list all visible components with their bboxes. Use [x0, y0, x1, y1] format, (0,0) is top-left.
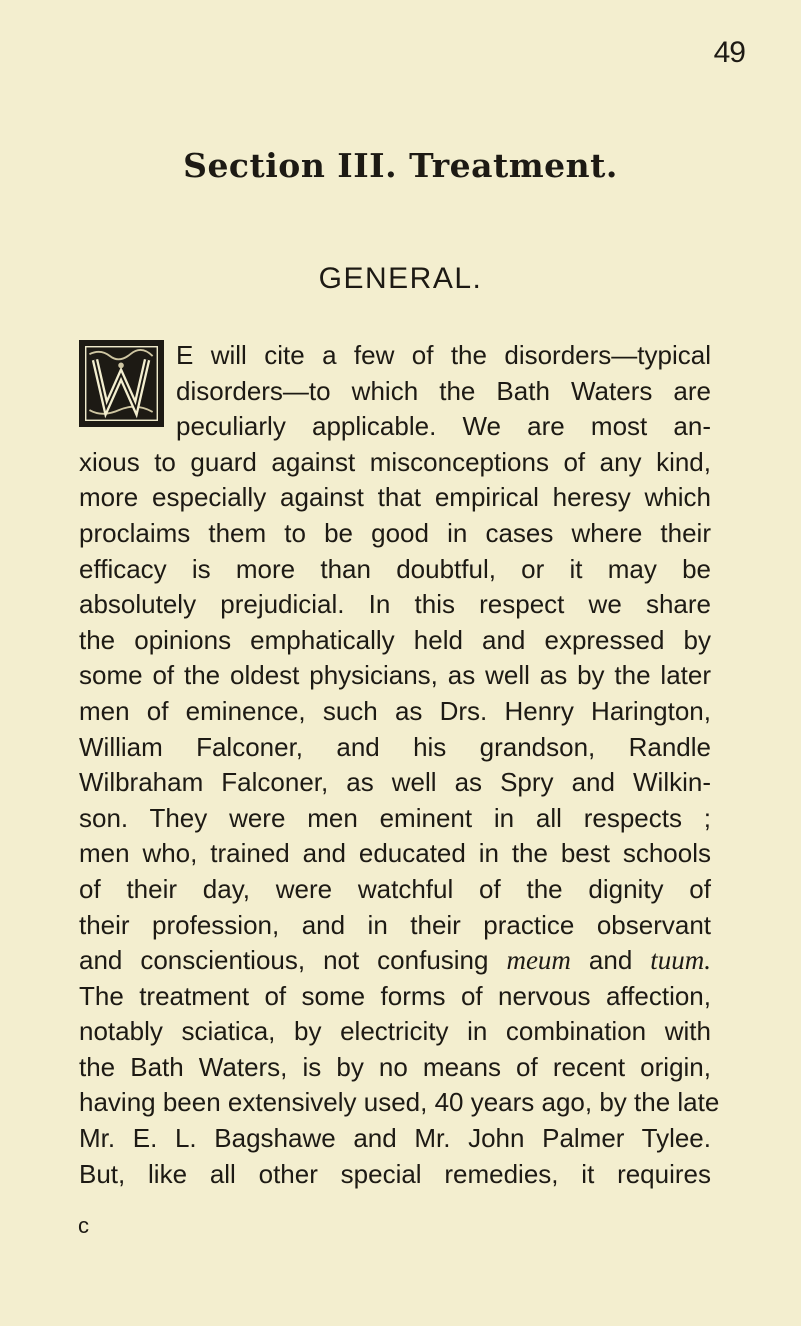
text-line: Mr. E. L. Bagshawe and Mr. John Palmer Tylee.: [79, 1123, 711, 1154]
text-line-with-italics: [79, 943, 711, 979]
text-segment: and: [570, 945, 651, 976]
text-line: son. They were men eminent in all respects ;: [79, 802, 711, 833]
body-text: [79, 338, 720, 1192]
text-line: the opinions emphatically held and expressed by: [79, 624, 711, 655]
text-line: xious to guard against misconceptions of any kind,: [79, 446, 711, 477]
text-line: some of the oldest physicians, as well as by the later: [79, 660, 711, 691]
page-number: 49: [713, 36, 745, 69]
text-line: the Bath Waters, is by no means of recent origin,: [79, 1051, 711, 1082]
text-line: efficacy is more than doubtful, or it may be: [79, 553, 711, 584]
text-line: notably sciatica, by electricity in combination with: [79, 1016, 711, 1047]
text-line: disorders—to which the Bath Waters are: [176, 375, 711, 406]
signature-mark: c: [78, 1213, 89, 1238]
text-line: The treatment of some forms of nervous affection,: [79, 980, 711, 1011]
text-segment: and conscientious, not confusing: [79, 945, 507, 976]
text-line: proclaims them to be good in cases where their: [79, 517, 711, 548]
text-line: having been extensively used, 40 years ago, by the late: [79, 1087, 720, 1118]
text-line: men who, trained and educated in the best schools: [79, 838, 711, 869]
text-line: William Falconer, and his grandson, Randle: [79, 731, 711, 762]
section-heading: Section III. Treatment.: [183, 146, 618, 185]
italic-term-meum: meum: [506, 945, 571, 976]
subheading: GENERAL.: [318, 262, 483, 295]
italic-term-tuum: tuum.: [650, 945, 711, 976]
text-line: absolutely prejudicial. In this respect we share: [79, 589, 711, 620]
text-line: of their day, were watchful of the dignity of: [79, 873, 711, 904]
text-line: peculiarly applicable. We are most an-: [176, 411, 711, 442]
text-line: men of eminence, such as Drs. Henry Harington,: [79, 695, 711, 726]
text-line: E will cite a few of the disorders—typical: [176, 340, 711, 370]
text-line: Wilbraham Falconer, as well as Spry and Wilkin-: [79, 767, 711, 798]
text-line: more especially against that empirical heresy which: [79, 482, 711, 513]
text-line: their profession, and in their practice observant: [79, 909, 711, 940]
text-line: But, like all other special remedies, it requires: [79, 1158, 711, 1189]
